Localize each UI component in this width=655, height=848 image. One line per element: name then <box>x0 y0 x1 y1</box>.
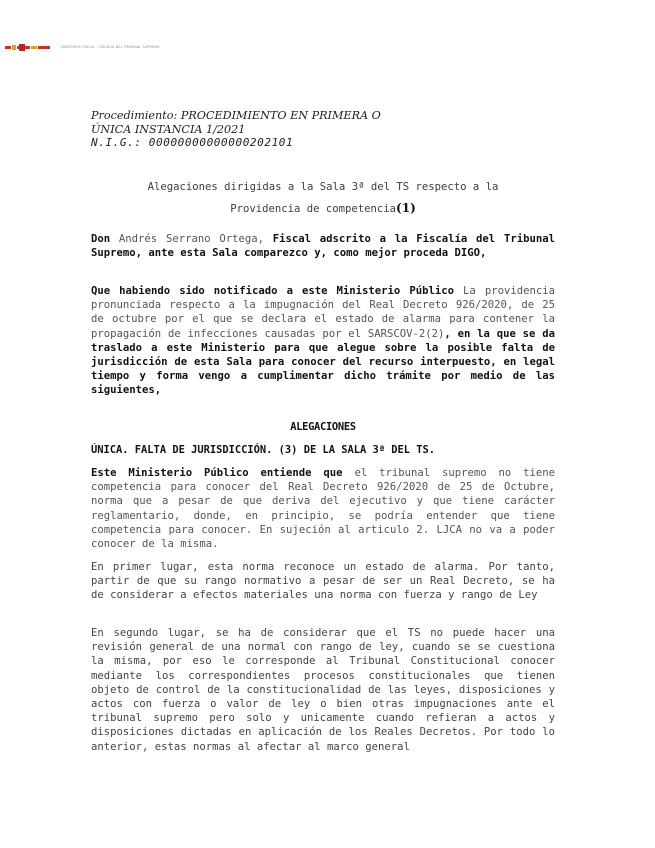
notification-close: , en la que se da traslado a este Ministerio para que alegue sobre la posible falta de jurisdicción de esta Sala para conocer del recurso interpuesto, en legal tiempo y forma vengo a cumplimentar dicho trámite por medio de las siguientes, <box>91 327 555 397</box>
section-title: ALEGACIONES <box>290 421 356 433</box>
heading-text-2: Providencia de competencia <box>230 203 397 215</box>
procedure-block <box>91 109 391 150</box>
paragraph-body-2: En primer lugar, esta norma reconoce un estado de alarma. Por tanto, partir de que su rango normativo a pesar de ser un Real Decreto, se ha de considerar a efectos materiales una norma con fuerza y rango de Ley <box>91 561 555 602</box>
nig-value: 00000000000000202101 <box>148 136 294 149</box>
procedure-name-1: PROCEDIMIENTO EN PRIMERA O <box>180 109 381 122</box>
body-detail: el tribunal supremo no tiene competencia para conocer del Real Decreto 926/2020 de 25 de Octubre, norma que a pesar de que deriva del ejecutivo y que tiene carácter reglamentario, donde, en principio, se podría entender que tiene competencia para conocer. En sujeción al articulo 2. LJCA no va a poder conocer de la misma. <box>91 467 555 551</box>
paragraph-body-3: En segundo lugar, se ha de considerar que el TS no puede hacer una revisión general de una normal con rango de ley, cuando se se cuestiona la misma, por eso le corresponde al Tribunal Constitucional conocer mediante los correspondientes procesos constitucionales que tienen objeto de control de la constitucionalidad de las leyes, disposiciones y actos con fuerza o valor de ley o bien otras impugnaciones ante el tribunal supremo pero solo y unicamente cuando refieran a actos y disposiciones dictadas en aplicación de los Reales Decretos. Por todo lo anterior, estas normas al afectar al marco general <box>91 627 555 753</box>
procedure-name-2: ÚNICA INSTANCIA 1/2021 <box>91 122 246 136</box>
paragraph-body-1 <box>91 466 555 551</box>
procedure-label: Procedimiento: <box>91 109 178 122</box>
notification-detail: La providencia pronunciada respecto a la impugnación del Real Decreto 926/2020, de 25 de octubre por el que se declara el estado de alarma para contener la propagación de infecciones causadas por el SARSCOV-2(2) <box>91 285 555 340</box>
ministerio-fiscal-logo <box>5 40 165 54</box>
coat-of-arms-icon <box>5 43 51 52</box>
footnote-ref-1: (1) <box>396 201 416 215</box>
nig-line <box>91 136 391 150</box>
prosecutor-name: Andrés Serrano Ortega, <box>118 233 264 245</box>
heading-line-2 <box>91 198 555 220</box>
nig-label: N.I.G.: <box>91 136 142 149</box>
logo-caption: MINISTERIO FISCAL - FISCALIA DEL TRIBUNAL SUPREMO <box>61 45 160 49</box>
section-subtitle: ÚNICA. FALTA DE JURISDICCIÓN. (3) DE LA SALA 3ª DEL TS. <box>91 444 436 456</box>
intro-don: Don <box>91 233 111 245</box>
intro-role: Fiscal adscrito a la Fiscalía del Tribunal Supremo, ante esta Sala comparezco y, como mejor proceda DIGO, <box>91 233 555 260</box>
paragraph-intro-1 <box>91 232 555 260</box>
paragraph-intro-2 <box>91 284 555 398</box>
heading-line-1: Alegaciones dirigidas a la Sala 3ª del TS respecto a la <box>147 181 499 193</box>
notification-lead: Que habiendo sido notificado a este Ministerio Público <box>91 285 454 297</box>
document-heading <box>91 177 555 220</box>
procedure-line-1 <box>91 109 391 123</box>
body-lead: Este Ministerio Público entiende que <box>91 467 343 479</box>
